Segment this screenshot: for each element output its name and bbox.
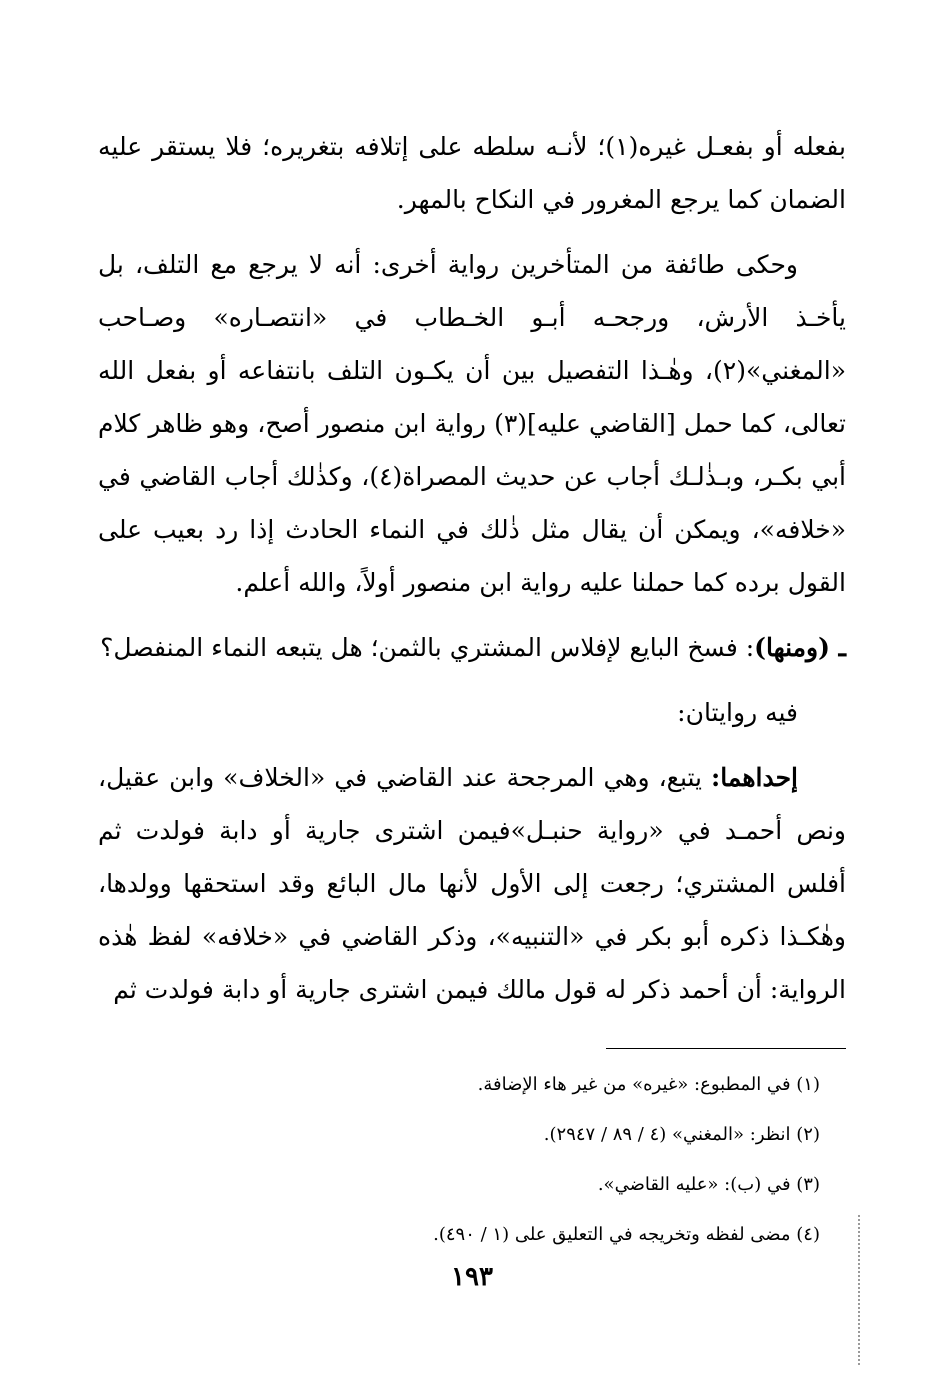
- main-text: [98, 120, 846, 1028]
- paragraph: [98, 120, 846, 226]
- footnote: (٢) انظر: «المغني» (٤ / ٨٩ / ٢٩٤٧).: [543, 1124, 820, 1145]
- paragraph-text: وحكى طائفة من المتأخرين رواية أخرى: أنه لا يرجع مع التلف، بل يأخـذ الأرش، ورجحـه أبـو الخـطاب في «انتصـاره» وصـاحب «المغني»(٢)، وهٰـذا التفصيل بين أن يكـون التلف بانتفاعه أو بفعل الله تعالى، كما حمل [القاضي عليه](٣) رواية ابن منصور أصح، وهو ظاهر كلام أبي بكـر، وبـذٰلـك أجاب عن حديث المصراة(٤)، وكذٰلك أجاب القاضي في «خلافه»، ويمكن أن يقال مثل ذٰلك في النماء الحادث إذا رد بعيب على القول برده كما حملنا عليه رواية ابن منصور أولاً، والله أعلم.: [98, 250, 846, 597]
- footnote: (١) في المطبوع: «غيره» من غير هاء الإضافة.: [477, 1074, 820, 1095]
- paragraph-text: : فسخ البايع لإفلاس المشتري بالثمن؛ هل يتبعه النماء المنفصل؟: [100, 633, 755, 662]
- page-number: ١٩٣: [451, 1262, 493, 1292]
- paragraph: [98, 621, 846, 674]
- paragraph-text: فيه روايتان:: [677, 698, 798, 727]
- paragraph-lead: إحداهما:: [711, 763, 798, 792]
- footnote: (٣) في (ب): «عليه القاضي».: [597, 1174, 820, 1195]
- paragraph-text: يتبع، وهي المرجحة عند القاضي في «الخلاف» وابن عقيل، ونص أحمـد في «رواية حنبـل»فيمن اشترى جارية أو دابة فولدت ثم أفلس المشتري؛ رجعت إلى الأول لأنها مال البائع وقد استحقها وولدها، وهٰكـذا ذكره أبو بكر في «التنبيه»، وذكر القاضي في «خلافه» لفظ هٰذه الرواية: أن أحمد ذكر له قول مالك فيمن اشترى جارية أو دابة فولدت ثم: [98, 763, 846, 1004]
- paragraph: [98, 238, 846, 609]
- scan-edge-marks: [858, 1215, 862, 1365]
- footnote-separator: [606, 1048, 846, 1049]
- paragraph: [98, 751, 846, 1016]
- paragraph-lead: ـ (ومنها): [754, 633, 846, 662]
- footnote: (٤) مضى لفظه وتخريجه في التعليق على (١ / ٤٩٠).: [433, 1224, 820, 1245]
- paragraph-text: بفعله أو بفعـل غيره(١)؛ لأنـه سلطه على إتلافه بتغريره؛ فلا يستقر عليه الضمان كما يرجع المغرور في النكاح بالمهر.: [98, 132, 847, 214]
- paragraph: [98, 686, 846, 739]
- footnotes: [98, 1060, 846, 1260]
